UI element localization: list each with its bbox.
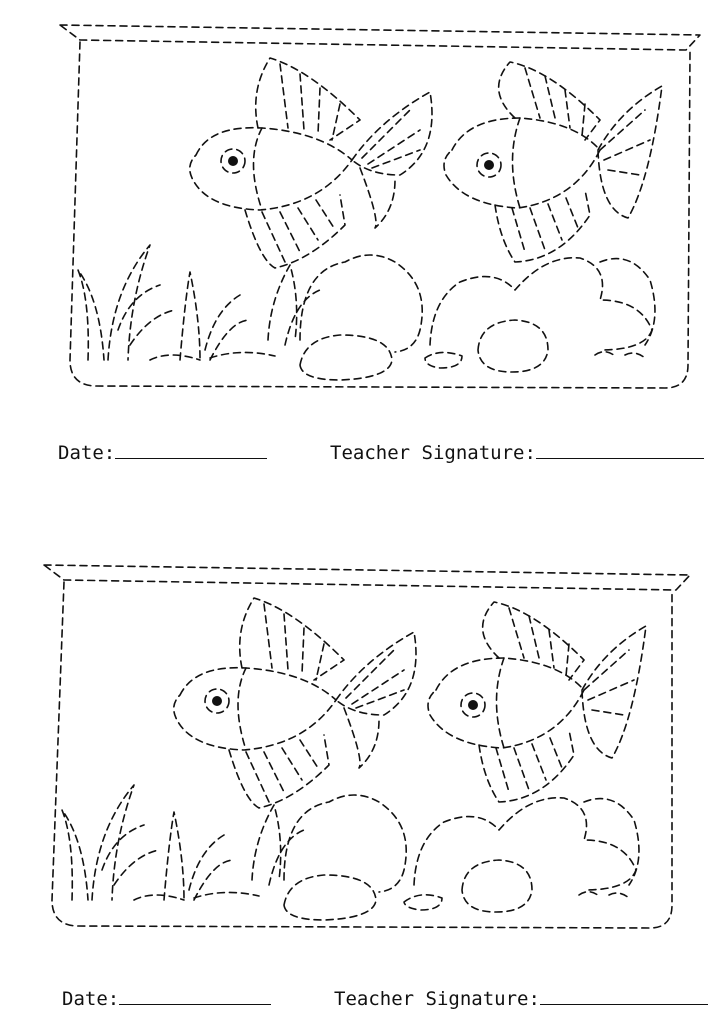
left-fish-icon bbox=[190, 58, 432, 268]
date-blank-line[interactable] bbox=[119, 986, 271, 1005]
worksheet-bottom bbox=[0, 540, 728, 1030]
rock-icon bbox=[134, 795, 639, 920]
teacher-signature-row bbox=[334, 986, 708, 1011]
date-label: Date: bbox=[62, 988, 120, 1010]
seaweed-icon bbox=[78, 245, 320, 360]
right-fish-icon bbox=[428, 602, 646, 802]
right-fish-icon bbox=[444, 62, 662, 262]
date-label: Date: bbox=[58, 442, 116, 464]
teacher-signature-row bbox=[330, 440, 704, 465]
tank-body-icon bbox=[70, 42, 690, 388]
date-row bbox=[58, 440, 267, 465]
tank-body-icon bbox=[52, 582, 672, 928]
date-blank-line[interactable] bbox=[115, 440, 267, 459]
seaweed-icon bbox=[62, 785, 304, 900]
teacher-signature-label: Teacher Signature: bbox=[330, 442, 536, 464]
tank-lid-icon bbox=[44, 565, 690, 590]
fish-tank-tracing-icon bbox=[0, 0, 728, 420]
date-row bbox=[62, 986, 271, 1011]
fish-tank-tracing-icon bbox=[0, 540, 728, 960]
signature-blank-line[interactable] bbox=[536, 440, 704, 459]
teacher-signature-label: Teacher Signature: bbox=[334, 988, 540, 1010]
rock-icon bbox=[150, 255, 655, 380]
left-fish-icon bbox=[174, 598, 416, 808]
signature-blank-line[interactable] bbox=[540, 986, 708, 1005]
tank-lid-icon bbox=[60, 25, 700, 50]
